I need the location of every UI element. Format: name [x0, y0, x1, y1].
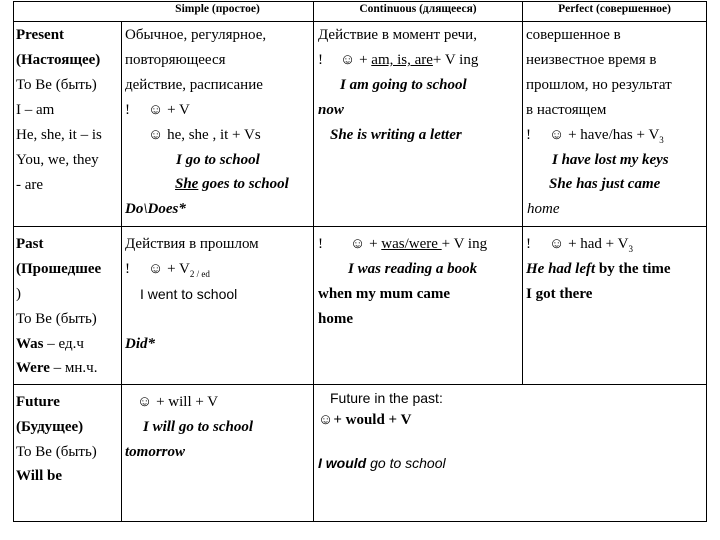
- past-simple-formula: [148, 262, 210, 279]
- present-perfect-mark: !: [526, 127, 531, 143]
- future-in-past-example-rest: go to school: [366, 455, 446, 471]
- past-label-subtitle: (Прошедшее: [16, 261, 102, 277]
- present-label-am: I – am: [16, 102, 55, 118]
- present-perfect-formula-main: ☺ + have/has + V: [549, 127, 660, 143]
- past-continuous-smile: ☺ +: [350, 236, 382, 252]
- future-simple-example-1: I will go to school: [143, 419, 254, 435]
- future-in-past-formula: ☺+ would + V: [318, 412, 412, 428]
- present-continuous-smile: ☺ +: [340, 52, 372, 68]
- past-label-were-word: Were: [16, 360, 50, 376]
- present-simple-formula: ☺ + V: [148, 102, 190, 118]
- past-simple-example-1: I went to school: [140, 286, 238, 302]
- past-simple-formula-sub: 2 / ed: [189, 269, 210, 279]
- past-perfect-example-2: I got there: [526, 286, 593, 302]
- past-label-paren: ): [16, 286, 21, 302]
- header-continuous: Continuous (длящееся): [359, 3, 477, 15]
- past-simple-desc: Действия в прошлом: [125, 236, 259, 252]
- past-perfect-mark: !: [526, 236, 531, 252]
- present-simple-auxiliary: Do\Does*: [125, 201, 186, 217]
- past-label-tobe: То Be (быть): [16, 311, 97, 327]
- past-continuous-example-2: when my mum came: [318, 286, 451, 302]
- past-continuous-to-be: was/were: [381, 236, 442, 252]
- past-simple-mark: !: [125, 261, 130, 277]
- present-continuous-formula-rest: + V ing: [432, 52, 479, 68]
- past-label-was: [16, 337, 84, 352]
- future-label-title: Future: [16, 394, 60, 410]
- future-in-past-example-bold: I would: [318, 455, 367, 471]
- future-label-subtitle: (Будущее): [16, 419, 84, 435]
- future-label-will-be: Will be: [16, 468, 62, 484]
- present-perfect-formula: [549, 128, 664, 145]
- present-perfect-desc-1: совершенное в: [526, 27, 621, 43]
- past-simple-formula-main: ☺ + V: [148, 261, 190, 277]
- past-continuous-formula: [350, 237, 487, 252]
- present-simple-example-2-rest: goes to school: [198, 176, 289, 192]
- header-simple: Simple (простое): [175, 3, 260, 15]
- past-perfect-example-1: [526, 262, 671, 277]
- present-perfect-desc-3: прошлом, но результат: [526, 77, 672, 93]
- present-perfect-example-2: She has just came: [549, 176, 661, 192]
- present-simple-example-1: I go to school: [176, 152, 260, 168]
- past-perfect-formula-sub: 3: [628, 244, 633, 254]
- past-continuous-formula-rest: + V ing: [441, 236, 488, 252]
- past-simple-auxiliary: Did*: [125, 336, 155, 352]
- present-simple-mark: !: [125, 102, 130, 118]
- present-simple-desc-3: действие, расписание: [125, 77, 263, 93]
- present-continuous-example-2: now: [318, 102, 344, 118]
- present-label-tobe: То Be (быть): [16, 77, 97, 93]
- present-simple-desc-1: Обычное, регулярное,: [125, 27, 267, 43]
- future-simple-example-2: tomorrow: [125, 444, 186, 460]
- past-continuous-example-3: home: [318, 311, 353, 327]
- present-perfect-example-1: I have lost my keys: [552, 152, 669, 168]
- past-continuous-example-1: I was reading a book: [348, 261, 478, 277]
- past-perfect-formula: [549, 237, 633, 254]
- present-label-are: - are: [16, 177, 44, 193]
- present-label-you: You, we, they: [16, 152, 99, 168]
- present-continuous-desc: Действие в момент речи,: [318, 27, 477, 43]
- present-simple-formula-3rd: ☺ he, she , it + Vs: [148, 127, 261, 143]
- past-label-title: Past: [16, 236, 44, 252]
- present-continuous-example-3: She is writing a letter: [330, 127, 462, 143]
- present-continuous-formula: [340, 53, 478, 68]
- future-in-past-example: [318, 456, 446, 470]
- future-label-tobe: То Be (быть): [16, 444, 97, 460]
- present-label-title: Present: [16, 27, 65, 43]
- present-continuous-example-1: I am going to school: [340, 77, 467, 93]
- future-in-past-title: Future in the past:: [330, 390, 443, 406]
- present-simple-example-2: [175, 177, 289, 192]
- past-continuous-mark: !: [318, 236, 323, 252]
- present-perfect-desc-2: неизвестное время в: [526, 52, 657, 68]
- present-perfect-formula-sub: 3: [659, 135, 664, 145]
- past-label-was-word: Was: [16, 336, 44, 352]
- past-perfect-formula-main: ☺ + had + V: [549, 236, 629, 252]
- past-label-were: [16, 361, 97, 376]
- past-label-was-rest: – ед.ч: [43, 336, 84, 352]
- past-perfect-example-1-rest: by the time: [595, 261, 671, 277]
- past-perfect-example-1-italic: He had left: [526, 261, 596, 277]
- present-label-is: He, she, it – is: [16, 127, 102, 143]
- future-simple-formula: ☺ + will + V: [137, 394, 219, 410]
- present-perfect-example-3: home: [527, 201, 560, 217]
- present-continuous-to-be: am, is, are: [371, 52, 433, 68]
- header-perfect: Perfect (совершенное): [558, 3, 671, 15]
- present-continuous-mark: !: [318, 52, 323, 68]
- present-perfect-desc-4: в настоящем: [526, 102, 607, 118]
- present-simple-desc-2: повторяющееся: [125, 52, 226, 68]
- present-label-subtitle: (Настоящее): [16, 52, 101, 68]
- present-simple-example-2-subject: She: [175, 176, 199, 192]
- past-label-were-rest: – мн.ч.: [49, 360, 98, 376]
